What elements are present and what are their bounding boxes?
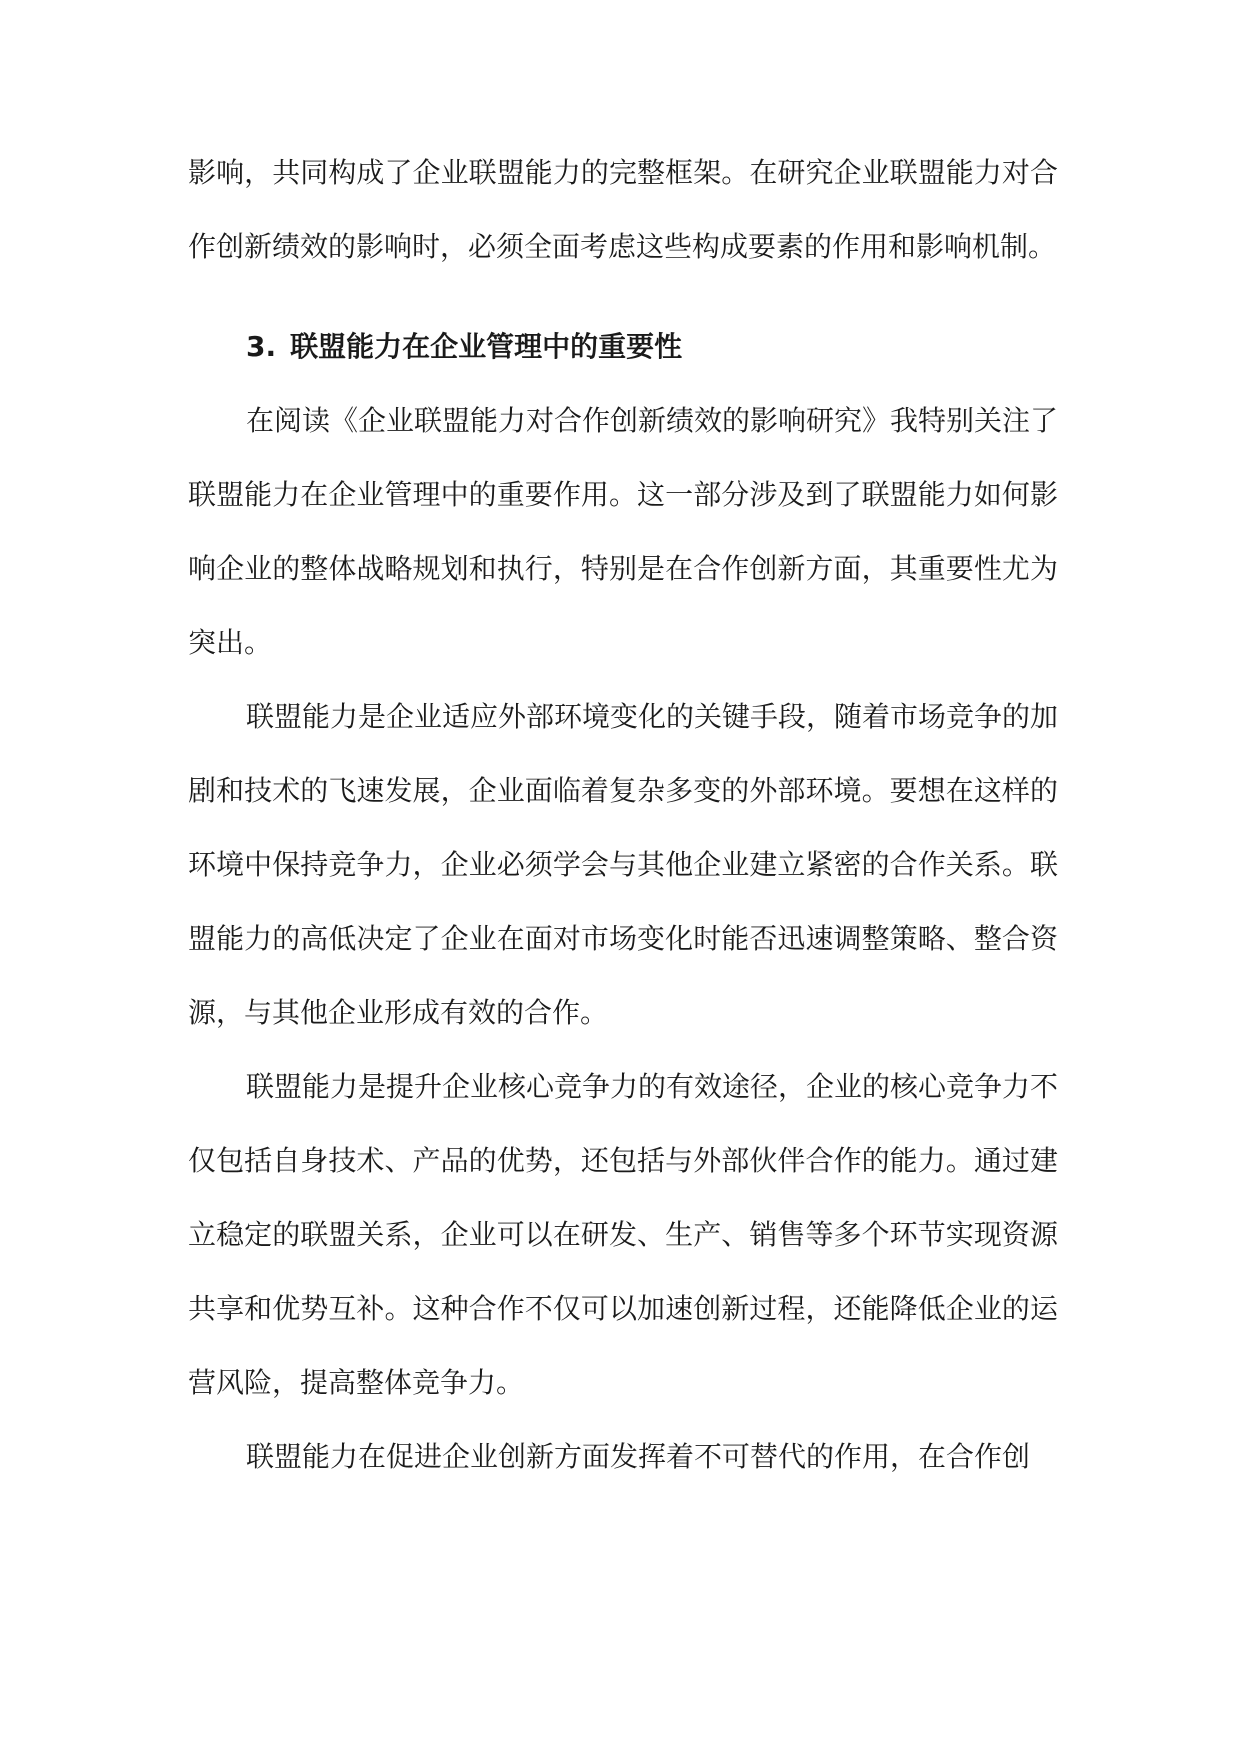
body-paragraph: 在阅读《企业联盟能力对合作创新绩效的影响研究》我特别关注了联盟能力在企业管理中的重要作用。这一部分涉及到了联盟能力如何影响企业的整体战略规划和执行，特别是在合作创新方面，其重要性尤为突出。: [188, 404, 1059, 659]
document-page: [188, 136, 1058, 1494]
body-paragraph: 联盟能力是提升企业核心竞争力的有效途径，企业的核心竞争力不仅包括自身技术、产品的优势，还包括与外部伙伴合作的能力。通过建立稳定的联盟关系，企业可以在研发、生产、销售等多个环节实现资源共享和优势互补。这种合作不仅可以加速创新过程，还能降低企业的运营风险，提高整体竞争力。: [188, 1070, 1059, 1399]
body-paragraph: 联盟能力在促进企业创新方面发挥着不可替代的作用，在合作创: [246, 1440, 1031, 1473]
body-paragraph: 联盟能力是企业适应外部环境变化的关键手段，随着市场竞争的加剧和技术的飞速发展，企业面临着复杂多变的外部环境。要想在这样的环境中保持竞争力，企业必须学会与其他企业建立紧密的合作关系。联盟能力的高低决定了企业在面对市场变化时能否迅速调整策略、整合资源，与其他企业形成有效的合作。: [188, 700, 1059, 1029]
section-heading: [188, 310, 1058, 384]
section-number: 3.: [246, 330, 277, 363]
section-title: 联盟能力在企业管理中的重要性: [290, 330, 683, 363]
continued-paragraph: 影响，共同构成了企业联盟能力的完整框架。在研究企业联盟能力对合作创新绩效的影响时，必须全面考虑这些构成要素的作用和影响机制。: [188, 156, 1058, 263]
